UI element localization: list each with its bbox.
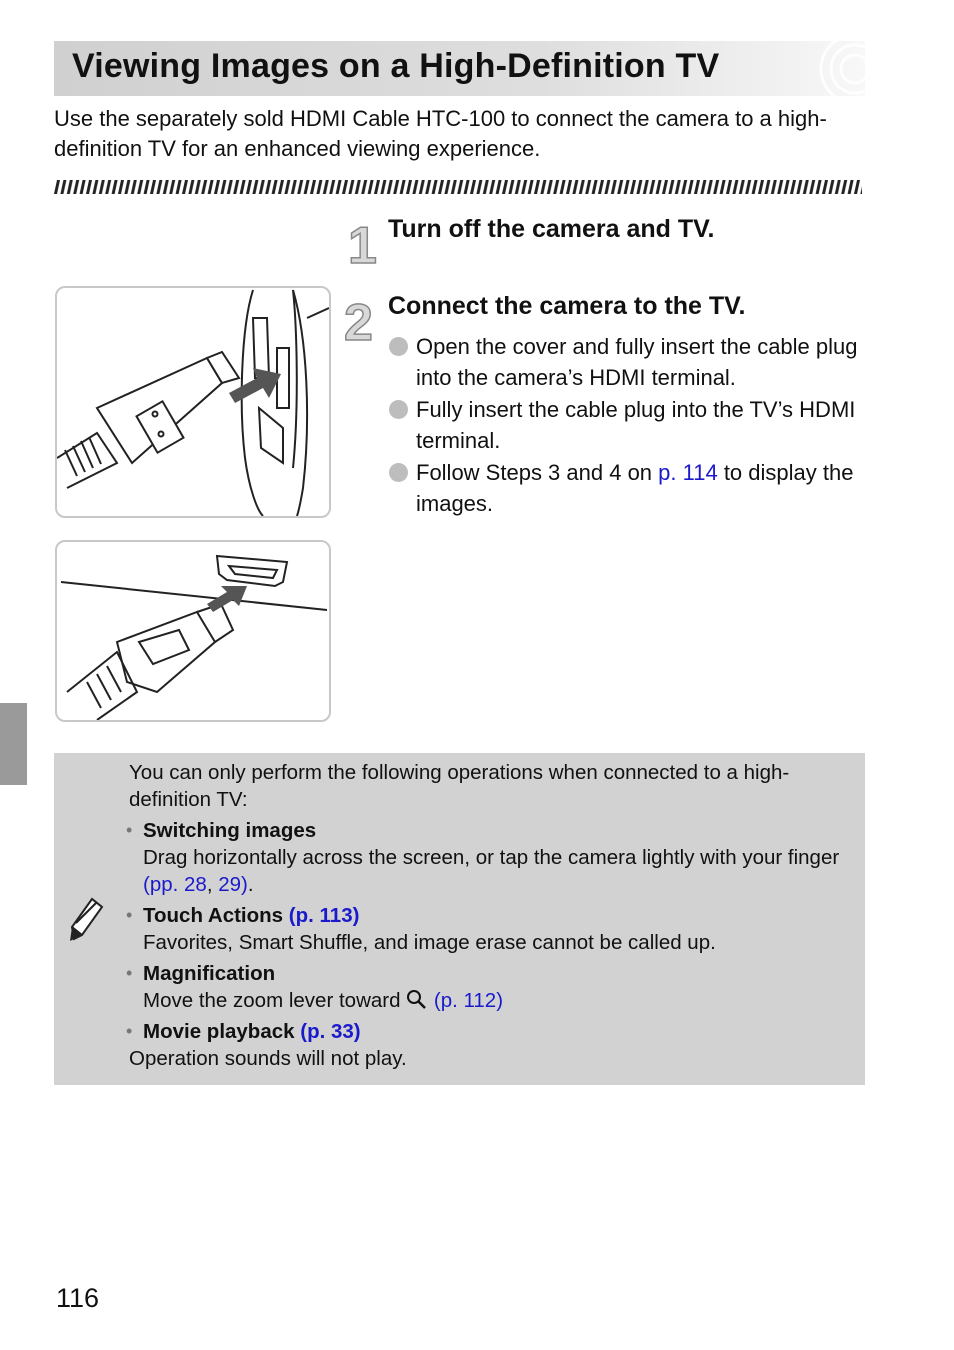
list-item: Follow Steps 3 and 4 on p. 114 to display the images. bbox=[388, 457, 868, 519]
camera-hdmi-icon bbox=[57, 288, 329, 516]
pencil-icon bbox=[68, 893, 108, 943]
chapter-tab bbox=[0, 703, 27, 785]
title-bar bbox=[54, 41, 865, 96]
bullet-icon bbox=[389, 337, 408, 356]
page-link[interactable]: (pp. 28 bbox=[143, 873, 207, 896]
list-item: Open the cover and fully insert the cable plug into the camera’s HDMI terminal. bbox=[388, 331, 868, 393]
bullet-icon: • bbox=[126, 820, 133, 840]
note-item-movie-desc: Operation sounds will not play. bbox=[129, 1047, 407, 1070]
page-title: Viewing Images on a High-Definition TV bbox=[72, 47, 720, 85]
magnifier-icon bbox=[406, 989, 428, 1009]
page-link[interactable]: p. 114 bbox=[658, 460, 718, 485]
step-1-title: Turn off the camera and TV. bbox=[388, 215, 715, 243]
list-item: Fully insert the cable plug into the TV’s HDMI terminal. bbox=[388, 394, 868, 456]
camera-connection-illustration bbox=[55, 286, 331, 518]
step-2-title: Connect the camera to the TV. bbox=[388, 292, 746, 320]
page-link[interactable]: (p. 33) bbox=[300, 1020, 361, 1043]
page-link[interactable]: (p. 112) bbox=[433, 989, 504, 1012]
note-box bbox=[54, 753, 865, 1085]
note-intro: You can only perform the following operations when connected to a high-definition TV: bbox=[129, 761, 790, 811]
page-link[interactable]: (p. 113) bbox=[288, 904, 360, 927]
note-item-movie-playback: • Movie playback (p. 33) bbox=[126, 1020, 361, 1043]
step-2-number bbox=[342, 294, 384, 351]
note-item-touch-actions: • Touch Actions (p. 113) Favorites, Smart Shuffle, and image erase cannot be called up. bbox=[126, 904, 716, 954]
hatched-divider bbox=[54, 180, 862, 194]
svg-text:1: 1 bbox=[348, 217, 377, 269]
bullet-icon: • bbox=[126, 905, 133, 925]
tv-connection-illustration bbox=[55, 540, 331, 722]
step-1-number bbox=[344, 217, 384, 274]
intro-text: Use the separately sold HDMI Cable HTC-100 to connect the camera to a high-definition TV for an enhanced viewing experience. bbox=[54, 106, 827, 161]
page-number: 116 bbox=[56, 1283, 100, 1313]
note-item-magnification: • Magnification Move the zoom lever toward (p. 112) bbox=[126, 962, 504, 1012]
page-link[interactable]: 29) bbox=[218, 873, 248, 896]
bullet-icon bbox=[389, 463, 408, 482]
note-item-switching: • Switching images Drag horizontally across the screen, or tap the camera lightly with your finger (pp. 28, 29). bbox=[126, 819, 840, 896]
bullet-icon bbox=[389, 400, 408, 419]
tv-hdmi-icon bbox=[57, 542, 329, 720]
bullet-icon: • bbox=[126, 1021, 133, 1041]
svg-text:2: 2 bbox=[344, 294, 373, 346]
step-2-bullets bbox=[388, 331, 868, 520]
title-decoration bbox=[745, 41, 865, 96]
bullet-icon: • bbox=[126, 963, 133, 983]
